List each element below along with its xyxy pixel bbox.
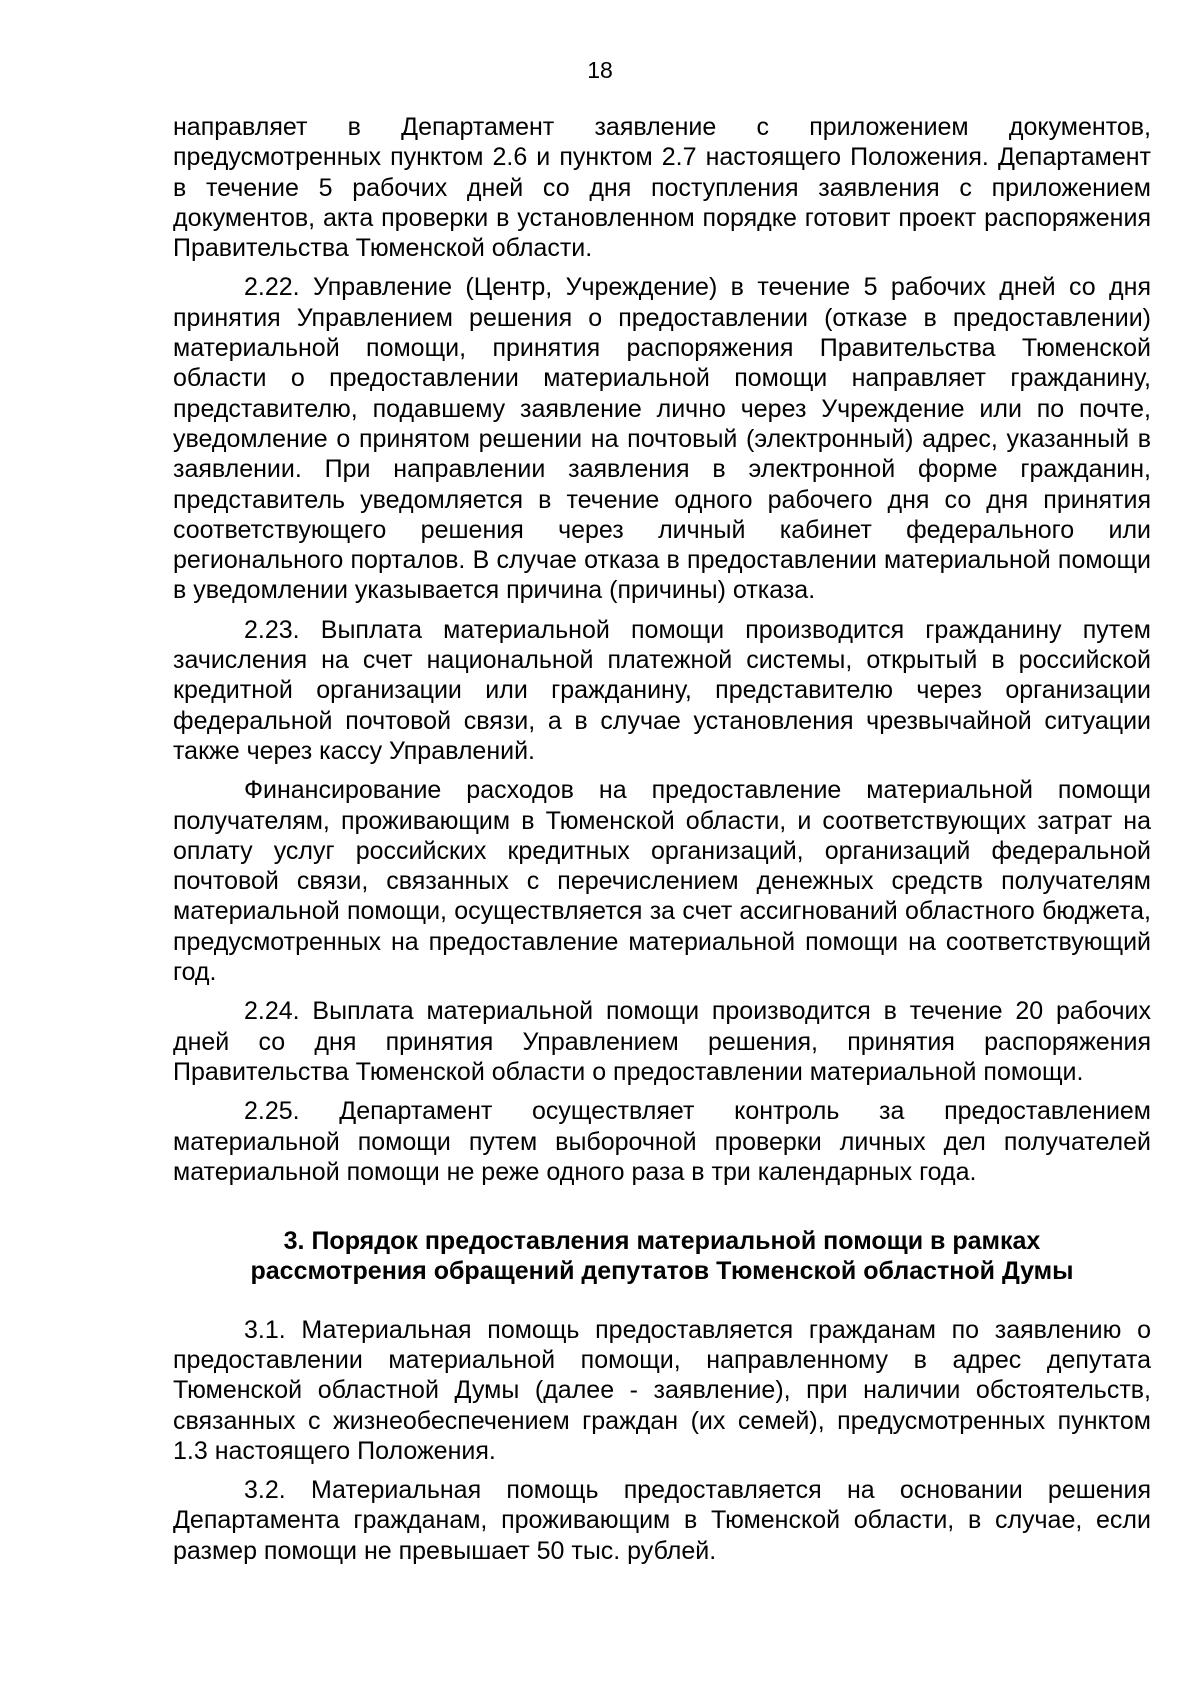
section-3-heading-line-1: 3. Порядок предоставления материальной помощи в рамках xyxy=(283,1227,1041,1256)
paragraph-2-24: 2.24. Выплата материальной помощи производится в течение 20 рабочих дней со дня принятия Управлением решения, принятия распоряжения Правительства Тюменской области о предоставлении материальной помощи. xyxy=(173,997,1151,1086)
paragraph-3-2: 3.2. Материальная помощь предоставляется на основании решения Департамента гражданам, проживающим в Тюменской области, в случае, если размер помощи не превышает 50 тыс. рублей. xyxy=(173,1476,1151,1565)
paragraph-2-22: 2.22. Управление (Центр, Учреждение) в течение 5 рабочих дней со дня принятия Управлением решения о предоставлении (отказе в предоставлении) материальной помощи, принятия распоряжения Правительства Тюменской области о предоставлении материальной помощи направляет гражданину, представителю, подавшему заявление лично через Учреждение или по почте, уведомление о принятом решении на почтовый (электронный) адрес, указанный в заявлении. При направлении заявления в электронной форме гражданин, представитель уведомляется в течение одного рабочего дня со дня принятия соответствующего решения через личный кабинет федерального или регионального порталов. В случае отказа в предоставлении материальной помощи в уведомлении указывается причина (причины) отказа. xyxy=(173,273,1151,605)
paragraph-3-1: 3.1. Материальная помощь предоставляется гражданам по заявлению о предоставлении материальной помощи, направленному в адрес депутата Тюменской областной Думы (далее - заявление), при наличии обстоятельств, связанных с жизнеобеспечением граждан (их семей), предусмотренных пунктом 1.3 настоящего Положения. xyxy=(173,1315,1151,1465)
paragraph-2-25: 2.25. Департамент осуществляет контроль за предоставлением материальной помощи путем выборочной проверки личных дел получателей материальной помощи не реже одного раза в три календарных года. xyxy=(173,1097,1151,1186)
paragraph-2-23: 2.23. Выплата материальной помощи производится гражданину путем зачисления на счет национальной платежной системы, открытый в российской кредитной организации или гражданину, представителю через организации федеральной почтовой связи, а в случае установления чрезвычайной ситуации также через кассу Управлений. xyxy=(173,615,1151,765)
page-number: 18 xyxy=(587,57,613,83)
document-body xyxy=(173,112,1151,1575)
section-3-heading-line-2: рассмотрения обращений депутатов Тюменской областной Думы xyxy=(250,1257,1074,1286)
paragraph-financing: Финансирование расходов на предоставление материальной помощи получателям, проживающим в Тюменской области, и соответствующих затрат на оплату услуг российских кредитных организаций, организаций федеральной почтовой связи, связанных с перечислением денежных средств получателям материальной помощи, осуществляется за счет ассигнований областного бюджета, предусмотренных на предоставление материальной помощи на соответствующий год. xyxy=(173,776,1151,987)
section-3-heading xyxy=(173,1226,1151,1287)
paragraph-continuation: направляет в Департамент заявление с приложением документов, предусмотренных пунктом 2.6 и пунктом 2.7 настоящего Положения. Департамент в течение 5 рабочих дней со дня поступления заявления с приложением документов, акта проверки в установленном порядке готовит проект распоряжения Правительства Тюменской области. xyxy=(173,113,1151,263)
